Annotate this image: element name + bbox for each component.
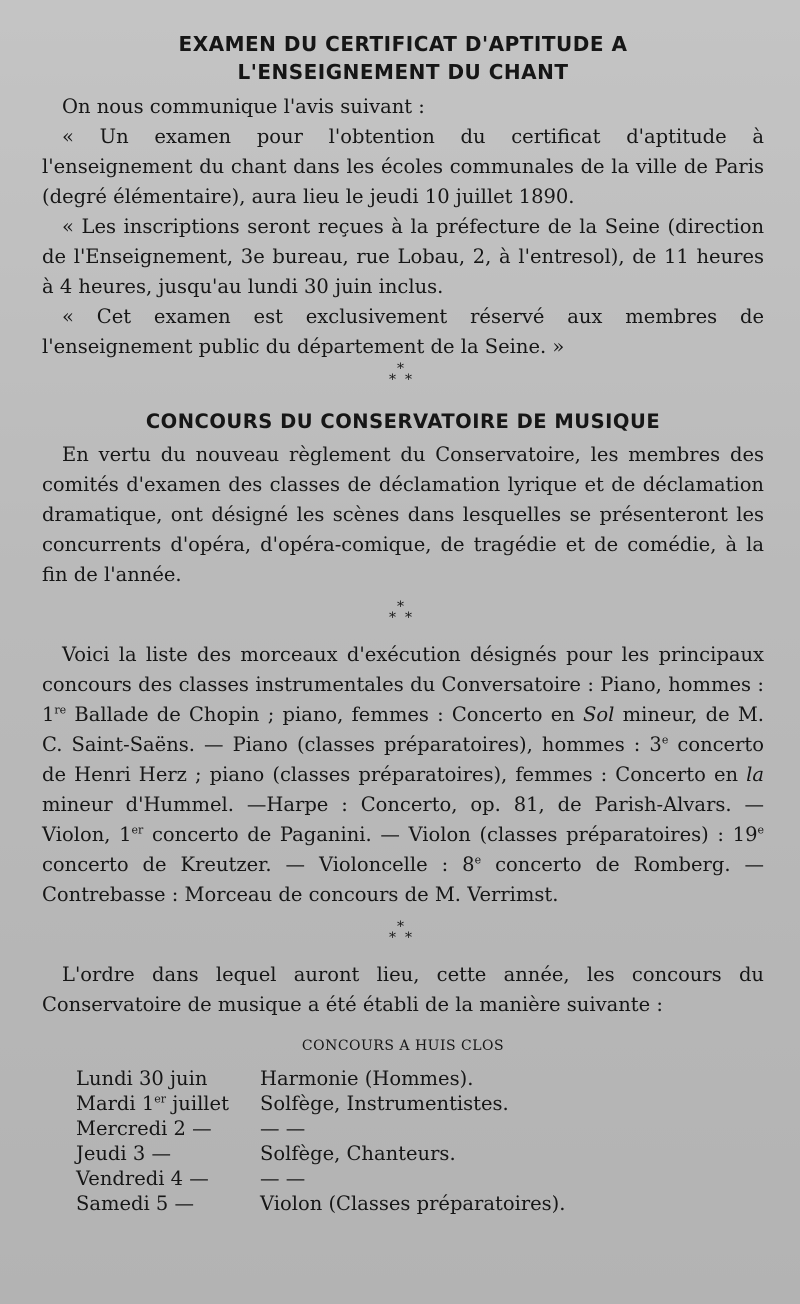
paragraph: « Cet examen est exclusivement réservé aux membres de l'enseignement public du département de la Seine. » <box>42 305 764 358</box>
superscript: er <box>131 823 144 837</box>
section-1-body <box>42 92 764 362</box>
order-paragraph: L'ordre dans lequel auront lieu, cette année, les concours du Conservatoire de musique a été établi de la manière suivante : <box>42 963 764 1016</box>
italic-key: Sol <box>583 703 615 726</box>
schedule-day-text: Mardi 1 <box>76 1092 155 1115</box>
asterisk: * <box>389 372 396 388</box>
section-2-title: CONCOURS DU CONSERVATOIRE DE MUSIQUE <box>145 410 661 433</box>
schedule-row <box>76 1166 764 1191</box>
instrumental-pieces-paragraph <box>42 640 764 910</box>
schedule-row <box>76 1141 764 1166</box>
superscript: er <box>154 1092 167 1106</box>
schedule-subheading: CONCOURS A HUIS CLOS <box>301 1038 505 1054</box>
schedule-table <box>76 1066 764 1216</box>
text-run: concerto de Kreutzer. — Violoncelle : 8 <box>42 853 475 876</box>
asterism-ornament <box>383 920 423 948</box>
schedule-day: Mercredi 2 — <box>76 1117 212 1140</box>
asterisk: * <box>405 372 412 388</box>
asterisk: * <box>405 930 412 946</box>
paragraph: « Un examen pour l'obtention du certificat d'aptitude à l'enseignement du chant dans les écoles communales de la ville de Paris (degré élémentaire), aura lieu le jeudi 10 juillet 1890. <box>42 125 764 208</box>
superscript: re <box>54 703 67 717</box>
schedule-row <box>76 1116 764 1141</box>
section-2-body <box>42 440 764 590</box>
text-run: mineur d'Hummel. —Harpe : Concerto, op. 81, de Parish-Alvars. — Violon, 1 <box>42 793 764 846</box>
paragraph: On nous communique l'avis suivant : <box>62 95 425 118</box>
schedule-activity: Harmonie (Hommes). <box>260 1067 474 1090</box>
text-run: mineur, de M. C. Saint-Saëns. — Piano (classes préparatoires), hommes : 3 <box>42 703 765 756</box>
schedule-activity: — — <box>260 1117 306 1140</box>
schedule-day <box>76 1091 260 1116</box>
schedule-row <box>76 1066 764 1091</box>
schedule-row <box>76 1091 764 1116</box>
schedule-day: Lundi 30 juin <box>76 1067 208 1090</box>
asterisk: * <box>389 930 396 946</box>
schedule-day: Jeudi 3 — <box>76 1142 171 1165</box>
asterism-ornament <box>383 600 423 628</box>
asterisk: * <box>405 610 412 626</box>
asterisk: * <box>389 610 396 626</box>
asterisk: * <box>397 919 404 935</box>
asterisk: * <box>397 361 404 377</box>
schedule-activity: Solfège, Instrumentistes. <box>260 1092 509 1115</box>
schedule-day: Samedi 5 — <box>76 1192 195 1215</box>
section-1-title <box>42 30 764 86</box>
schedule-row <box>76 1191 764 1216</box>
asterisk: * <box>397 599 404 615</box>
section-1-title-line-1: EXAMEN DU CERTIFICAT D'APTITUDE A <box>178 32 628 56</box>
text-run: concerto de Romberg. — Contrebasse : Morceau de concours de M. Verrimst. <box>42 853 764 906</box>
italic-key: la <box>746 763 764 786</box>
schedule-activity: Violon (Classes préparatoires). <box>260 1192 566 1215</box>
superscript: e <box>474 853 482 867</box>
paragraph: « Les inscriptions seront reçues à la préfecture de la Seine (direction de l'Enseignement, 3e bureau, rue Lobau, 2, à l'entresol), de 11 heures à 4 heures, jusqu'au lundi 30 juin inclus. <box>42 215 764 298</box>
section-1-title-line-2: L'ENSEIGNEMENT DU CHANT <box>237 60 569 84</box>
paragraph: En vertu du nouveau règlement du Conservatoire, les membres des comités d'examen des classes de déclamation lyrique et de déclamation dramatique, ont désigné les scènes dans lesquelles se présenteront les concurrents d'opéra, d'opéra-comique, de tragédie et de comédie, à la fin de l'année. <box>42 443 764 586</box>
schedule-day: Vendredi 4 — <box>76 1167 209 1190</box>
schedule-activity: — — <box>260 1167 306 1190</box>
text-run: Voici la liste des morceaux d'exécution désignés pour les principaux concours des classes instrumentales du Conversatoire : Piano, hommes : 1 <box>42 643 764 726</box>
text-run: concerto de Henri Herz ; piano (classes préparatoires), femmes : Concerto en <box>42 733 764 786</box>
superscript: e <box>757 823 764 837</box>
schedule-day-text: juillet <box>166 1092 229 1115</box>
schedule-activity: Solfège, Chanteurs. <box>260 1142 456 1165</box>
superscript: e <box>661 733 669 747</box>
text-run: Ballade de Chopin ; piano, femmes : Concerto en <box>66 703 584 726</box>
text-run: concerto de Paganini. — Violon (classes préparatoires) : 19 <box>143 823 758 846</box>
asterism-ornament <box>383 362 423 390</box>
